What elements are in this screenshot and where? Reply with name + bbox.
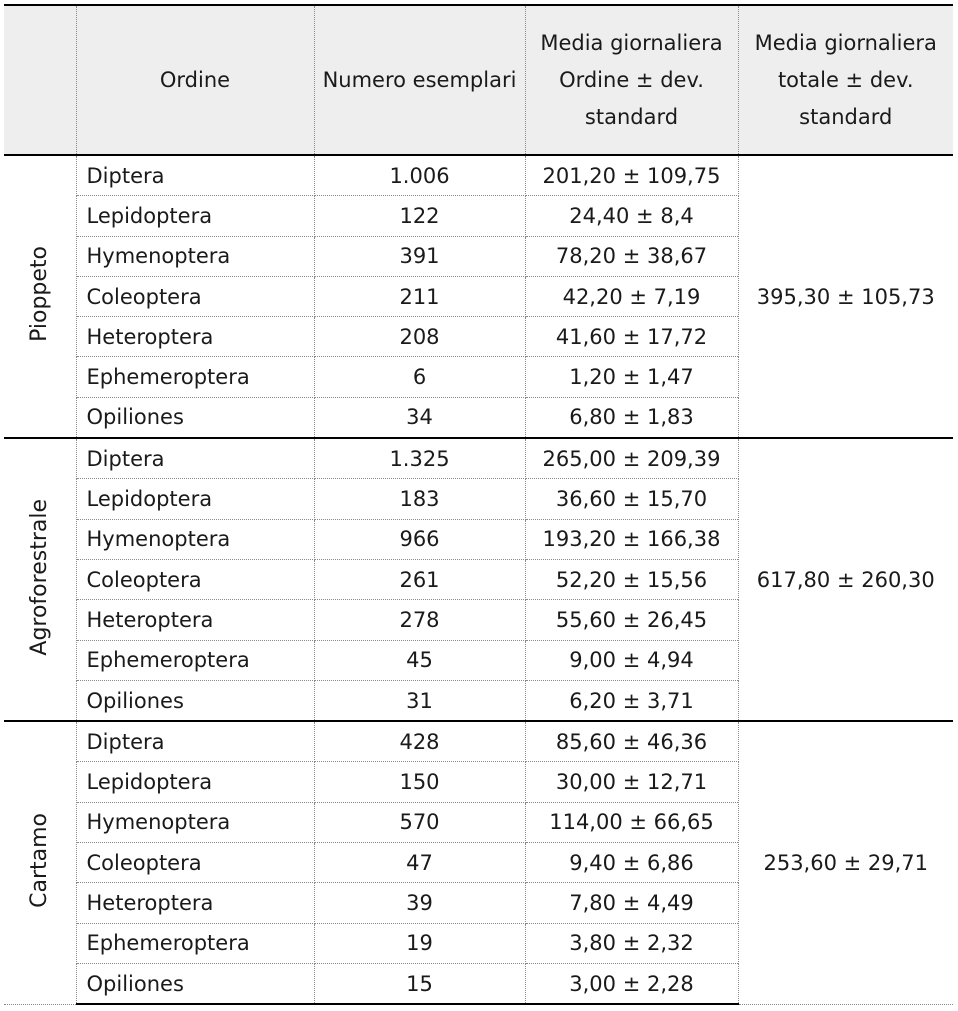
cell-ordine: Hymenoptera xyxy=(76,236,314,276)
cell-ordine: Hymenoptera xyxy=(76,519,314,559)
cell-ordine: Coleoptera xyxy=(76,843,314,883)
cell-ordine: Opiliones xyxy=(76,680,314,721)
cell-numero-esemplari: 19 xyxy=(314,923,525,963)
header-ordine: Ordine xyxy=(76,5,314,155)
cell-media-giornaliera: 114,00 ± 66,65 xyxy=(525,802,738,842)
group-label-cell xyxy=(4,721,76,1004)
cell-ordine: Heteroptera xyxy=(76,317,314,357)
cell-numero-esemplari: 34 xyxy=(314,397,525,438)
table-row xyxy=(4,155,953,196)
cell-media-giornaliera: 1,20 ± 1,47 xyxy=(525,357,738,397)
cell-ordine: Diptera xyxy=(76,438,314,479)
cell-media-giornaliera: 41,60 ± 17,72 xyxy=(525,317,738,357)
cell-numero-esemplari: 122 xyxy=(314,196,525,236)
cell-ordine: Ephemeroptera xyxy=(76,923,314,963)
cell-media-giornaliera-totale: 395,30 ± 105,73 xyxy=(738,155,953,438)
cell-media-giornaliera: 30,00 ± 12,71 xyxy=(525,762,738,802)
cell-ordine: Lepidoptera xyxy=(76,196,314,236)
insect-order-table xyxy=(4,4,953,1005)
cell-media-giornaliera-totale: 617,80 ± 260,30 xyxy=(738,438,953,721)
cell-ordine: Opiliones xyxy=(76,963,314,1004)
cell-ordine: Heteroptera xyxy=(76,600,314,640)
cell-numero-esemplari: 45 xyxy=(314,640,525,680)
cell-media-giornaliera: 9,40 ± 6,86 xyxy=(525,843,738,883)
header-media-giornaliera-totale: Media giornaliera totale ± dev. standard xyxy=(738,5,953,155)
cell-ordine: Hymenoptera xyxy=(76,802,314,842)
group-label: Agroforestrale xyxy=(27,498,53,656)
cell-numero-esemplari: 6 xyxy=(314,357,525,397)
cell-numero-esemplari: 428 xyxy=(314,721,525,762)
cell-numero-esemplari: 47 xyxy=(314,843,525,883)
cell-ordine: Ephemeroptera xyxy=(76,640,314,680)
cell-media-giornaliera: 193,20 ± 166,38 xyxy=(525,519,738,559)
cell-ordine: Opiliones xyxy=(76,397,314,438)
cell-ordine: Ephemeroptera xyxy=(76,357,314,397)
group-label: Pioppeto xyxy=(27,246,53,342)
cell-numero-esemplari: 1.006 xyxy=(314,155,525,196)
cell-ordine: Heteroptera xyxy=(76,883,314,923)
cell-numero-esemplari: 278 xyxy=(314,600,525,640)
header-group-column xyxy=(4,5,76,155)
cell-ordine: Coleoptera xyxy=(76,559,314,599)
cell-numero-esemplari: 570 xyxy=(314,802,525,842)
header-row xyxy=(4,5,953,155)
cell-media-giornaliera: 6,20 ± 3,71 xyxy=(525,680,738,721)
cell-media-giornaliera: 3,00 ± 2,28 xyxy=(525,963,738,1004)
cell-numero-esemplari: 15 xyxy=(314,963,525,1004)
group-label-cell xyxy=(4,438,76,721)
cell-media-giornaliera: 55,60 ± 26,45 xyxy=(525,600,738,640)
cell-numero-esemplari: 966 xyxy=(314,519,525,559)
group-label-cell xyxy=(4,155,76,438)
cell-media-giornaliera-totale: 253,60 ± 29,71 xyxy=(738,721,953,1004)
table-row xyxy=(4,438,953,479)
cell-ordine: Lepidoptera xyxy=(76,762,314,802)
cell-media-giornaliera: 265,00 ± 209,39 xyxy=(525,438,738,479)
cell-media-giornaliera: 6,80 ± 1,83 xyxy=(525,397,738,438)
cell-numero-esemplari: 150 xyxy=(314,762,525,802)
cell-media-giornaliera: 9,00 ± 4,94 xyxy=(525,640,738,680)
cell-media-giornaliera: 36,60 ± 15,70 xyxy=(525,479,738,519)
group-label: Cartamo xyxy=(27,813,53,908)
cell-ordine: Coleoptera xyxy=(76,276,314,316)
header-numero-esemplari: Numero esemplari xyxy=(314,5,525,155)
cell-numero-esemplari: 261 xyxy=(314,559,525,599)
cell-numero-esemplari: 211 xyxy=(314,276,525,316)
cell-numero-esemplari: 183 xyxy=(314,479,525,519)
cell-media-giornaliera: 42,20 ± 7,19 xyxy=(525,276,738,316)
cell-media-giornaliera: 52,20 ± 15,56 xyxy=(525,559,738,599)
table-header xyxy=(4,5,953,155)
cell-numero-esemplari: 31 xyxy=(314,680,525,721)
cell-numero-esemplari: 391 xyxy=(314,236,525,276)
cell-numero-esemplari: 1.325 xyxy=(314,438,525,479)
cell-media-giornaliera: 24,40 ± 8,4 xyxy=(525,196,738,236)
cell-numero-esemplari: 208 xyxy=(314,317,525,357)
cell-media-giornaliera: 201,20 ± 109,75 xyxy=(525,155,738,196)
header-media-giornaliera-ordine: Media giornaliera Ordine ± dev. standard xyxy=(525,5,738,155)
cell-media-giornaliera: 7,80 ± 4,49 xyxy=(525,883,738,923)
cell-numero-esemplari: 39 xyxy=(314,883,525,923)
table-row xyxy=(4,721,953,762)
cell-media-giornaliera: 3,80 ± 2,32 xyxy=(525,923,738,963)
cell-media-giornaliera: 85,60 ± 46,36 xyxy=(525,721,738,762)
cell-ordine: Lepidoptera xyxy=(76,479,314,519)
table-body xyxy=(4,155,953,1004)
cell-ordine: Diptera xyxy=(76,155,314,196)
cell-media-giornaliera: 78,20 ± 38,67 xyxy=(525,236,738,276)
cell-ordine: Diptera xyxy=(76,721,314,762)
